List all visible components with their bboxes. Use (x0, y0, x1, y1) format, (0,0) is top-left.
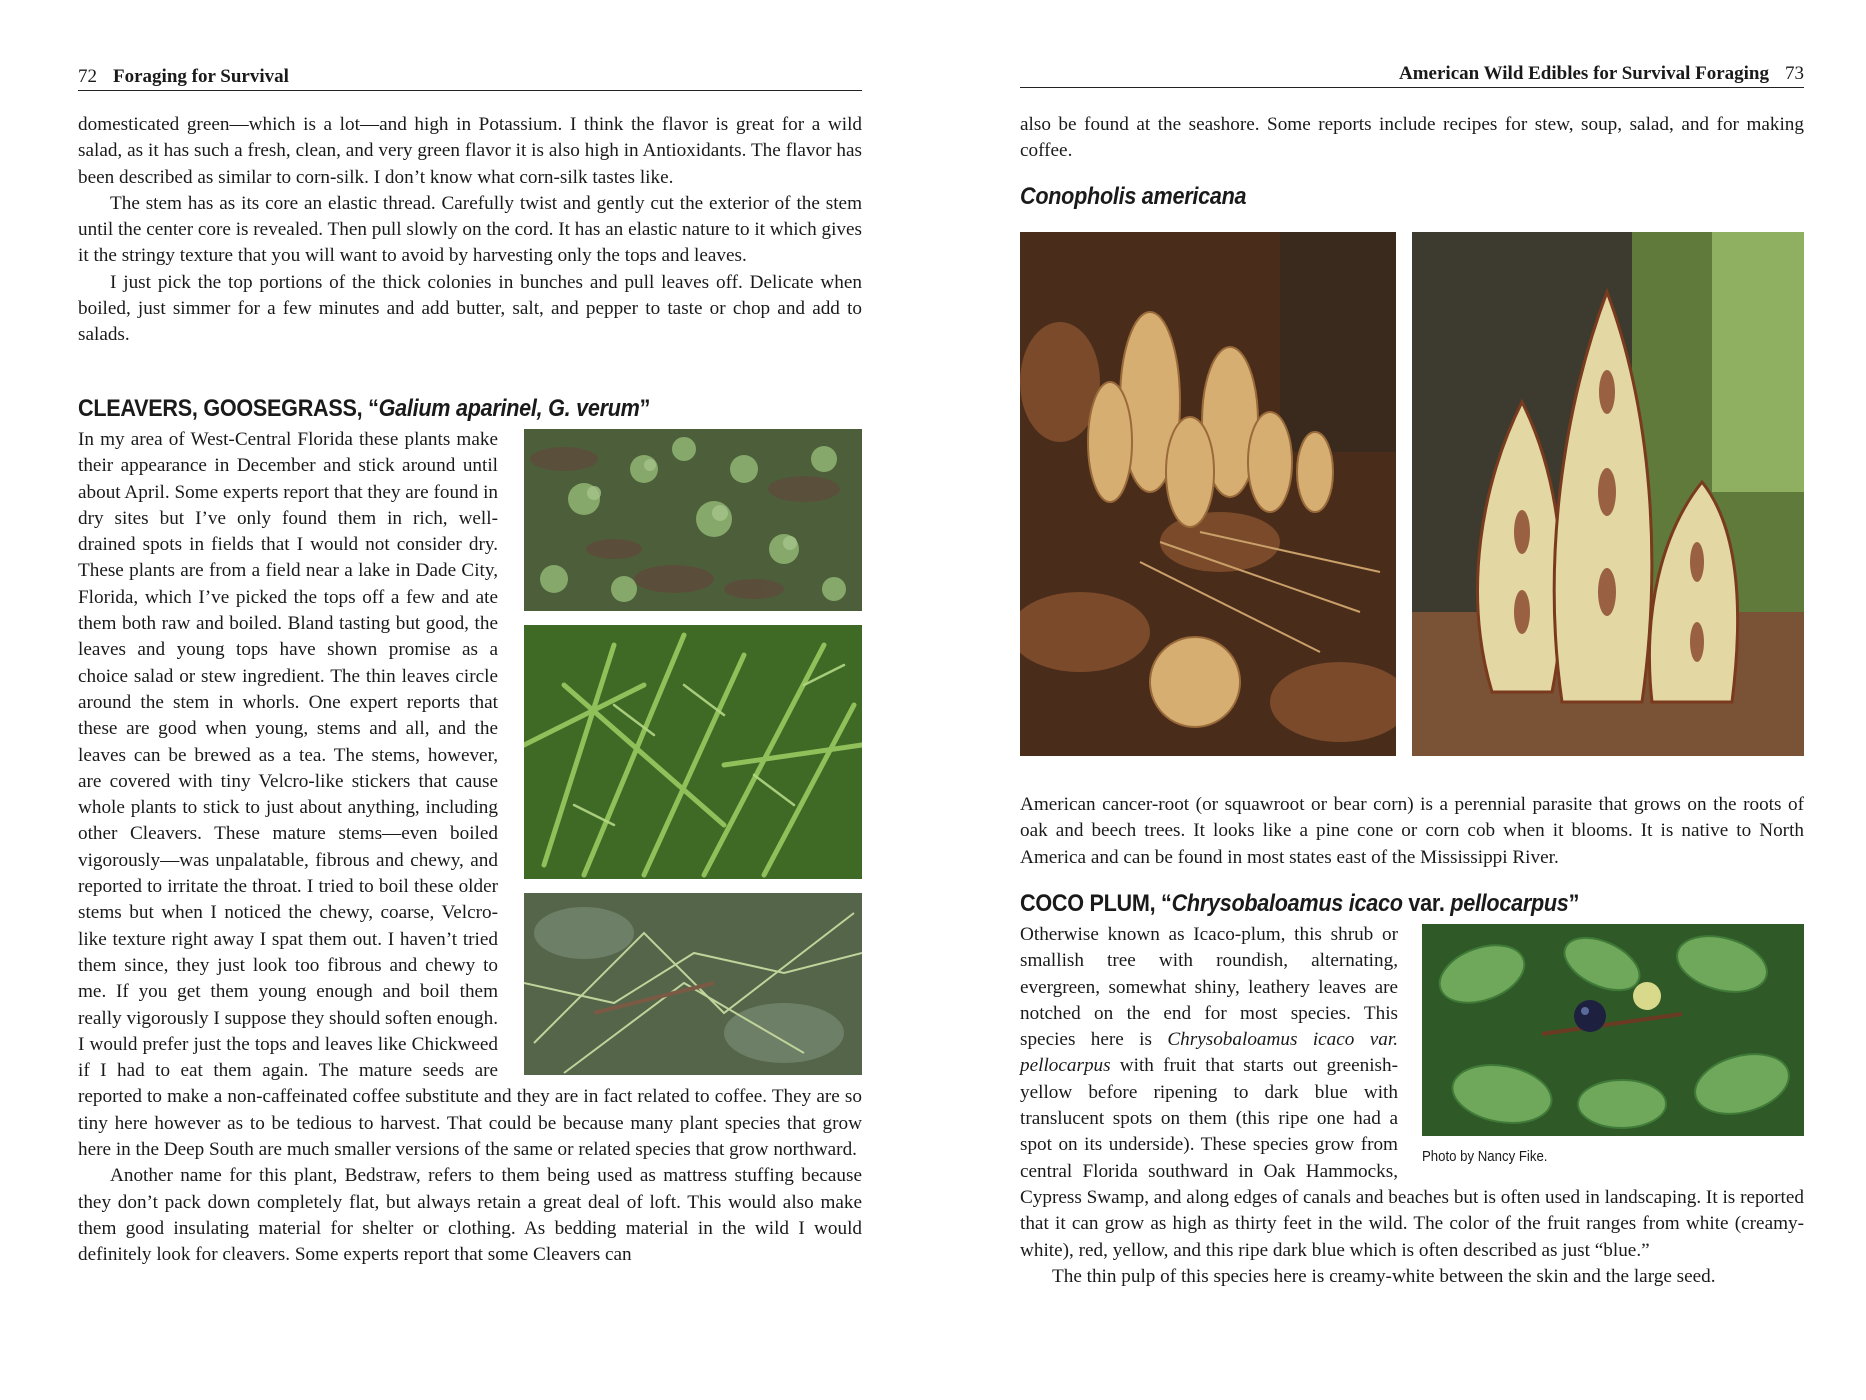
right-running-head (1020, 55, 1804, 88)
left-intro (78, 112, 862, 349)
conopholis-heading (1020, 183, 1246, 211)
conopholis-description (1020, 792, 1804, 871)
intro-paragraph: domesticated green—which is a lot—and high in Potassium. I think the flavor is great for a wild salad, as it has such a fresh, clean, and very green flavor it is also high in Antioxidants. The flavor has been described as similar to corn-silk. I don’t know what corn-silk tastes like. (78, 114, 862, 188)
left-page-number: 72 (78, 66, 97, 87)
right-page-number: 73 (1785, 63, 1804, 84)
coco-text-b: with fruit that starts out greenish-yellow before ripening to dark blue with translucent spots on them (this ripe one had a spot on its underside). These species grow from central Florida southward in Oak Hammocks, Cypress Swamp, and along edges of canals and beaches but is often used in landscaping. It is reported that it can grow as high as thirty feet in the wild. The color of the fruit ranges from white (creamy-white), red, yellow, and this ripe dark blue which is often described as just “blue.” (1020, 1055, 1804, 1261)
cleavers-heading-common: CLEAVERS, GOOSEGRASS, “ (78, 395, 379, 422)
conopholis-paragraph: American cancer-root (or squawroot or bear corn) is a perennial parasite that grows on the roots of oak and beech trees. It looks like a pine cone or corn cob when it blooms. It is native to North America and can be found in most states east of the Mississippi River. (1020, 794, 1804, 868)
cleavers-heading-scientific: Galium aparinel, G. verum (378, 395, 640, 422)
right-running-title: American Wild Edibles for Survival Foraging (1399, 63, 1769, 84)
conopholis-photos (1020, 232, 1804, 756)
cleavers-photo-column (524, 429, 862, 1075)
right-page (1020, 0, 1804, 1400)
left-running-title: Foraging for Survival (113, 66, 289, 87)
conopholis-photo-right (1412, 232, 1804, 756)
coco-plum-heading (1020, 890, 1579, 918)
coco-heading-close: ” (1568, 890, 1580, 917)
coco-heading-sci-1: Chrysobaloamus icaco (1171, 890, 1403, 917)
coco-plum-figure (1422, 924, 1804, 1165)
coco-text-italic: Chrysobaloamus icaco var. pellocarpus (1020, 1029, 1398, 1077)
coco-heading-var: var. (1402, 890, 1451, 917)
cleavers-photo-2 (524, 625, 862, 879)
coco-heading-sci-2: pellocarpus (1450, 890, 1569, 917)
intro-paragraph: I just pick the top portions of the thick colonies in bunches and pull leaves off. Delicate when boiled, just simmer for a few minutes and add butter, salt, and pepper to taste or chop and add to salads. (78, 271, 862, 346)
cleavers-photo-3 (524, 893, 862, 1075)
coco-plum-paragraph: The thin pulp of this species here is creamy-white between the skin and the large seed. (1052, 1265, 1716, 1287)
cleavers-heading-close: ” (639, 395, 651, 422)
conopholis-photo-left (1020, 232, 1396, 756)
coco-plum-photo (1422, 924, 1804, 1136)
left-running-head (78, 58, 862, 91)
intro-paragraph: The stem has as its core an elastic thread. Carefully twist and gently cut the exterior of the stem until the center core is revealed. Then pull slowly on the cord. It has an elastic nature to it which gives it the stringy texture that you will want to avoid by harvesting only the tops and leaves. (78, 192, 862, 267)
coco-heading-common: COCO PLUM, “ (1020, 890, 1172, 917)
left-page (78, 0, 862, 1400)
coco-plum-section (1020, 922, 1804, 1290)
cleavers-section (78, 427, 862, 1269)
cleavers-paragraph: Another name for this plant, Bedstraw, refers to them being used as mattress stuffing because they don’t pack down completely flat, but always retain a great deal of loft. This would also make them good insulating material for shelter or clothing. As bedding material in the wild I would definitely look for cleavers. Some experts report that some Cleavers can (78, 1165, 862, 1266)
cleavers-heading (78, 395, 650, 423)
cleavers-paragraph: In my area of West-Central Florida these plants make their appearance in December and stick around until about April. Some experts report that they are found in dry sites but I’ve only found them in rich, well-drained spots in fields that I would not consider dry. These plants are from a field near a lake in Dade City, Florida, which I’ve picked the tops off a few and ate them both raw and boiled. Bland tasting but good, the leaves and young tops have shown promise as a choice salad or stew ingredient. The thin leaves circle around the stem in whorls. One expert reports that these are good when young, stems and all, and the leaves can be brewed as a tea. The stems, however, are covered with tiny Velcro-like stickers that cause whole plants to stick to just about anything, including other Cleavers. These mature stems—even boiled vigorously—was unpalatable, fibrous and chewy, and reported to irritate the throat. I tried to boil these older stems but when I noticed the chewy, coarse, Velcro-like texture right away I spat them out. I haven’t tried them since, they just look too fibrous and chewy to me. If you get them young enough and boil them really vigorously I suppose they should soften enough. I would prefer just the tops and leaves like Chickweed if I had to eat them again. The mature seeds are reported to make a non-caffeinated coffee substitute and they are in fact related to coffee. They are so tiny here however as to be tedious to harvest. That could be because many plant species that grow here in the Deep South are much smaller versions of the same or related species that grow northward. (78, 429, 862, 1161)
conopholis-heading-text: Conopholis americana (1020, 183, 1247, 210)
right-intro (1020, 112, 1804, 165)
cleavers-photo-1 (524, 429, 862, 611)
photo-credit: Photo by Nancy Fike. (1422, 1148, 1548, 1165)
right-intro-paragraph: also be found at the seashore. Some reports include recipes for stew, soup, salad, and for making coffee. (1020, 114, 1804, 162)
coco-text-a: Otherwise known as Icaco-plum, this shrub or smallish tree with roundish, alternating, evergreen, somewhat shiny, leathery leaves are notched on the end for most species. This species here is (1020, 924, 1398, 1051)
